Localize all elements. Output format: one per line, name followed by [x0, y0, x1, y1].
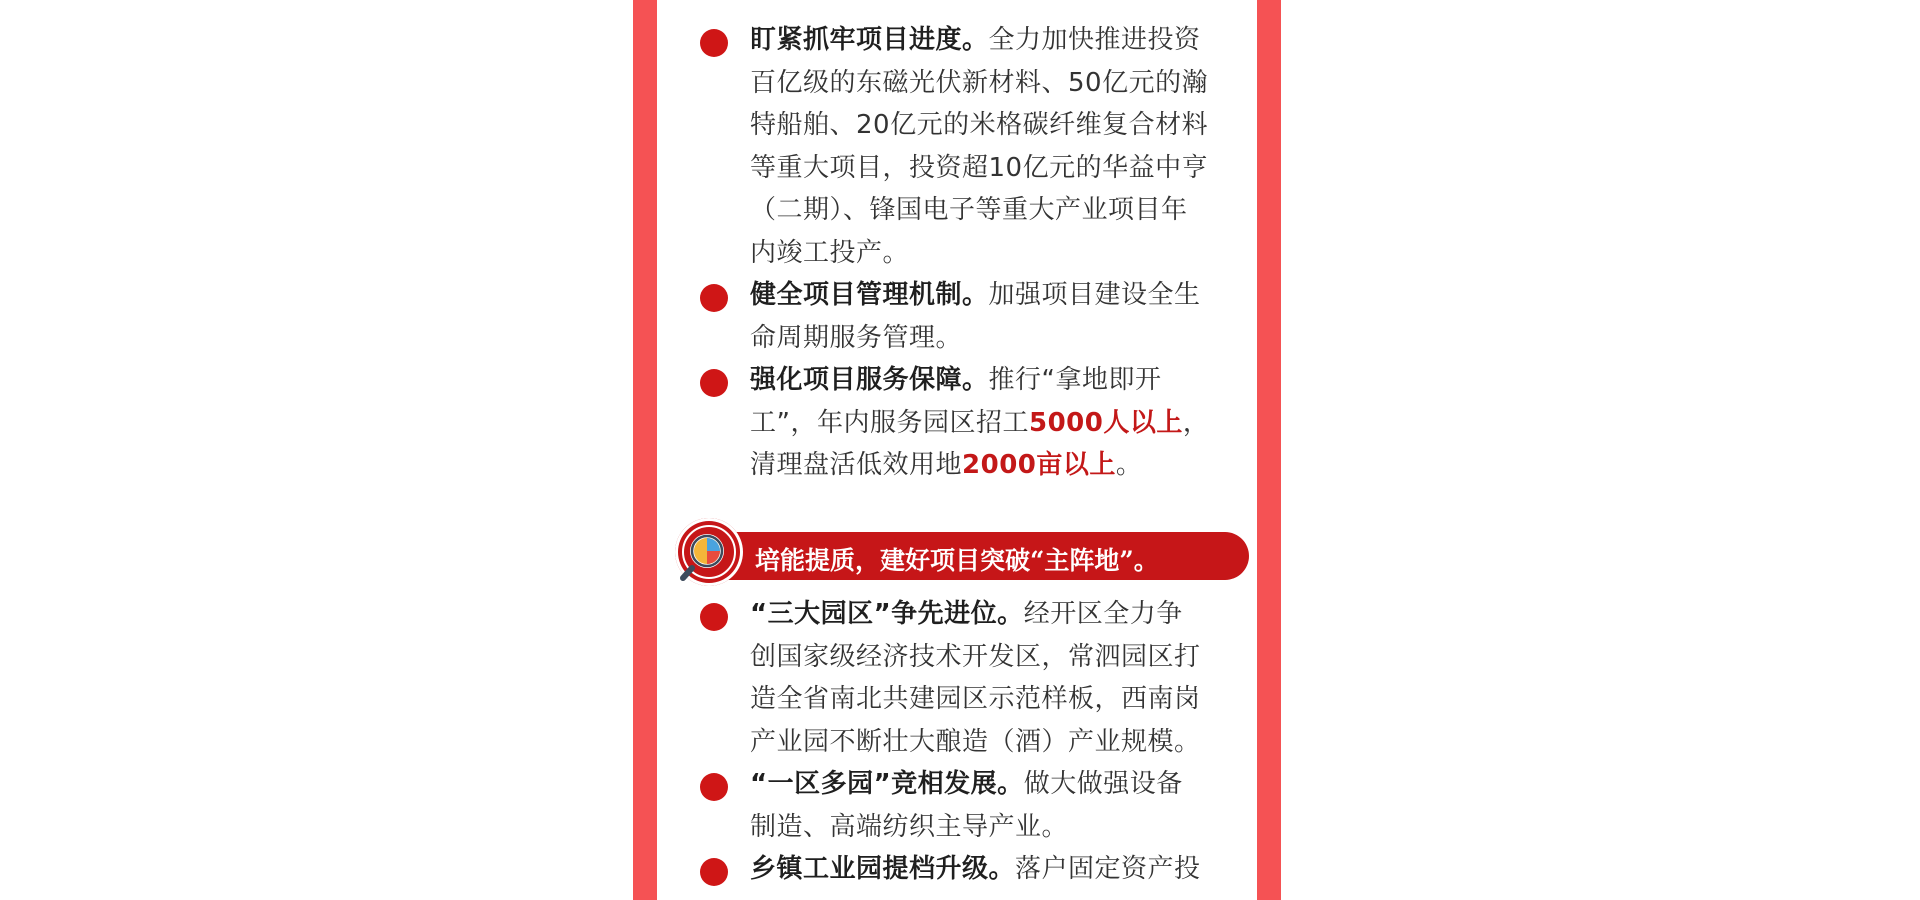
item-line: 等重大项目，投资超10亿元的华益中亨 [750, 152, 1209, 183]
bullet-dot-icon [700, 773, 728, 801]
item-text [750, 763, 1250, 848]
bullet-dot-icon [700, 603, 728, 631]
item-line: 乡镇工业园提档升级。落户固定资产投 [750, 854, 1201, 884]
article-panel [657, 0, 1257, 900]
item-line: 清理盘活低效用地2000亩以上。 [750, 450, 1143, 480]
item-line: 创国家级经济技术开发区，常泗园区打 [750, 641, 1201, 672]
item-text [750, 848, 1250, 891]
item-text [750, 359, 1250, 487]
section-banner [677, 532, 1249, 580]
item-title: 盯紧抓牢项目进度。 [750, 25, 989, 55]
banner-badge [675, 518, 743, 586]
highlight-number: 5000人以上 [1028, 407, 1183, 438]
item-line: “三大园区”争先进位。经开区全力争 [750, 599, 1183, 629]
bullet-dot-icon [700, 369, 728, 397]
item-line: 健全项目管理机制。加强项目建设全生 [750, 280, 1201, 310]
bullet-dot-icon [700, 284, 728, 312]
item-line: 内竣工投产。 [750, 237, 910, 268]
item-line: 盯紧抓牢项目进度。全力加快推进投资 [750, 25, 1201, 55]
item-title: 强化项目服务保障。 [750, 365, 989, 395]
item-title: 乡镇工业园提档升级。 [750, 854, 1016, 884]
item-line: “一区多园”竞相发展。做大做强设备 [750, 769, 1183, 799]
item-title: “一区多园”竞相发展。 [750, 769, 1024, 799]
item-text [750, 19, 1250, 274]
item-line: 百亿级的东磁光伏新材料、50亿元的瀚 [750, 67, 1209, 98]
item-title: 健全项目管理机制。 [750, 280, 989, 310]
item-line: （二期）、锋国电子等重大产业项目年 [750, 195, 1188, 225]
banner-title: 培能提质，建好项目突破“主阵地”。 [755, 546, 1159, 575]
item-line: 工”，年内服务园区招工5000人以上， [750, 407, 1210, 438]
item-line: 特船舶、20亿元的米格碳纤维复合材料 [750, 110, 1209, 140]
item-line: 命周期服务管理。 [750, 322, 963, 353]
item-line: 造全省南北共建园区示范样板，西南岗 [750, 684, 1201, 714]
item-line: 制造、高端纺织主导产业。 [750, 811, 1069, 842]
bullet-dot-icon [700, 858, 728, 886]
red-frame [633, 0, 1281, 900]
item-text [750, 274, 1250, 359]
magnifier-pie-chart-icon [675, 518, 743, 586]
bullet-dot-icon [700, 29, 728, 57]
highlight-number: 2000亩以上 [962, 450, 1116, 480]
item-title: “三大园区”争先进位。 [750, 599, 1024, 629]
item-line: 强化项目服务保障。推行“拿地即开 [750, 365, 1162, 395]
item-text [750, 593, 1250, 763]
item-line: 产业园不断壮大酿造（酒）产业规模。 [750, 726, 1201, 757]
